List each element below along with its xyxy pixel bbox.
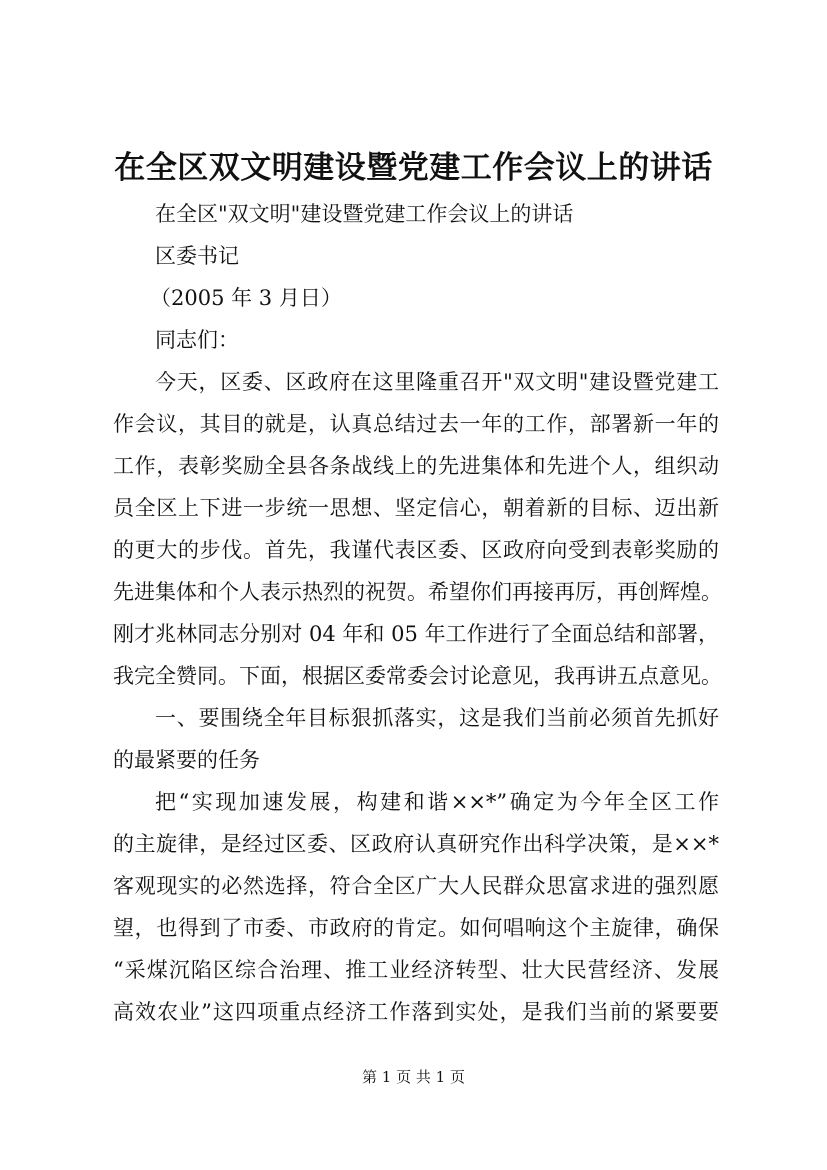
section-heading-line: 的最紧要的任务 xyxy=(113,748,260,772)
paragraph1-line: 我完全赞同。下面，根据区委常委会讨论意见，我再讲五点意见。 xyxy=(113,664,722,688)
paragraph1-line: 刚才兆林同志分别对 04 年和 05 年工作进行了全面总结和部署， xyxy=(113,622,719,646)
speaker-line: 区委书记 xyxy=(155,244,239,268)
paragraph1-line: 先进集体和个人表示热烈的祝贺。希望你们再接再厉，再创辉煌。 xyxy=(113,580,722,604)
paragraph1-line: 工作，表彰奖励全县各条战线上的先进集体和先进个人，组织动 xyxy=(113,454,719,478)
paragraph1-line: 员全区上下进一步统一思想、坚定信心，朝着新的目标、迈出新 xyxy=(113,496,719,520)
paragraph2-line: 客观现实的必然选择，符合全区广大人民群众思富求进的强烈愿 xyxy=(113,874,719,898)
paragraph1-line: 的更大的步伐。首先，我谨代表区委、区政府向受到表彰奖励的 xyxy=(113,538,719,562)
subtitle-line: 在全区"双文明"建设暨党建工作会议上的讲话 xyxy=(155,202,574,226)
page-number-footer: 第 1 页 共 1 页 xyxy=(362,1068,465,1086)
paragraph2-line: 的主旋律，是经过区委、区政府认真研究作出科学决策，是××* xyxy=(113,832,719,856)
salutation-line: 同志们： xyxy=(155,328,239,352)
paragraph1-line: 今天，区委、区政府在这里隆重召开"双文明"建设暨党建工 xyxy=(155,370,719,394)
paragraph2-line: 望，也得到了市委、市政府的肯定。如何唱响这个主旋律，确保 xyxy=(113,916,719,940)
paragraph2-line: 把“实现加速发展，构建和谐××*”确定为今年全区工作 xyxy=(155,790,719,814)
paragraph1-line: 作会议，其目的就是，认真总结过去一年的工作，部署新一年的 xyxy=(113,412,719,436)
date-line: （2005 年 3 月日） xyxy=(150,286,342,310)
document-title: 在全区双文明建设暨党建工作会议上的讲话 xyxy=(114,150,713,186)
paragraph2-line: “采煤沉陷区综合治理、推工业经济转型、壮大民营经济、发展 xyxy=(113,958,719,982)
section-heading-line: 一、要围绕全年目标狠抓落实，这是我们当前必须首先抓好 xyxy=(155,706,719,730)
paragraph2-line: 高效农业”这四项重点经济工作落到实处，是我们当前的紧要要 xyxy=(113,1000,719,1024)
